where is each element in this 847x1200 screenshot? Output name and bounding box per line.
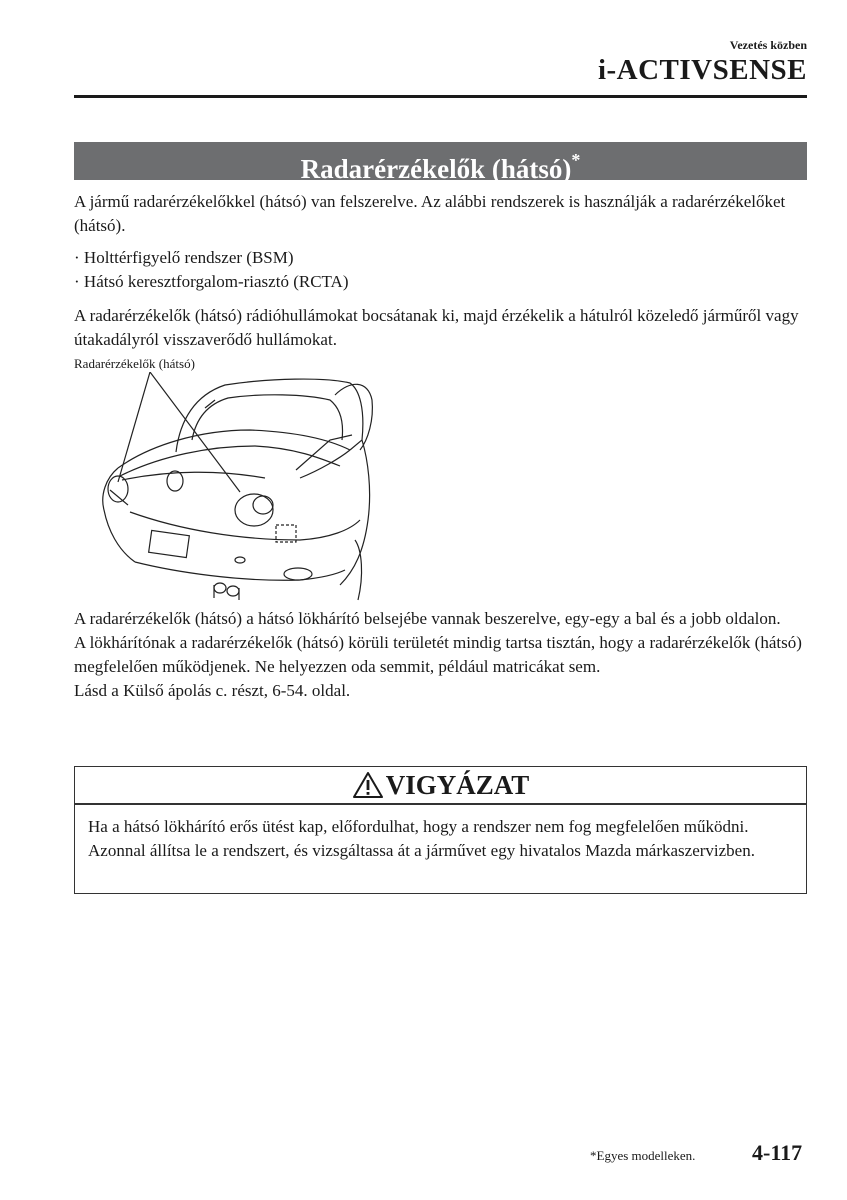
list-item: · Hátsó keresztforgalom-riasztó (RCTA) (74, 272, 349, 291)
title-asterisk: * (571, 150, 581, 170)
caution-divider (74, 803, 807, 805)
caution-heading-text: VIGYÁZAT (385, 770, 530, 800)
footnote: *Egyes modelleken. (590, 1148, 696, 1163)
page-number: 4-117 (752, 1140, 803, 1165)
page-title: Radarérzékelők (hátsó) (300, 154, 572, 184)
location-paragraph: A radarérzékelők (hátsó) a hátsó lökhárító belsejébe vannak beszerelve, egy-egy a bal és a jobb oldalon. (74, 609, 781, 628)
caution-text: Ha a hátsó lökhárító erős ütést kap, előfordulhat, hogy a rendszer nem fog megfelelően működni. Azonnal állítsa le a rendszert, és vizsgáltassa át a járművet egy hivatalos Mazda márkaszervizben. (88, 817, 755, 860)
header-rule (74, 95, 807, 98)
reference-paragraph: Lásd a Külső ápolás c. részt, 6-54. oldal. (74, 681, 351, 700)
cleaning-paragraph: A lökhárítónak a radarérzékelők (hátsó) körüli területét mindig tartsa tisztán, hogy a radarérzékelők (hátsó) megfelelően működjenek. Ne helyezzen oda semmit, például matricákat sem. (74, 633, 802, 676)
chapter-title: i-ACTIVSENSE (597, 54, 807, 86)
section-header: Vezetés közben (729, 38, 807, 52)
caution-heading (74, 767, 807, 803)
radar-description-paragraph: A radarérzékelők (hátsó) rádióhullámokat bocsátanak ki, majd érzékelik a hátulról közeledő járműről vagy útakadályról visszaverődő hullámokat. (74, 306, 799, 349)
sensor-location-text (74, 607, 809, 703)
intro-paragraph: A jármű radarérzékelőkkel (hátsó) van felszerelve. Az alábbi rendszerek is használják a radarérzékelőket (hátsó). (74, 192, 786, 235)
warning-triangle-icon (352, 771, 384, 799)
car-rear-illustration (98, 372, 388, 602)
list-item: · Holttérfigyelő rendszer (BSM) (74, 248, 294, 267)
page-title-bar (74, 142, 807, 184)
systems-list (74, 246, 809, 294)
figure-label: Radarérzékelők (hátsó) (74, 356, 195, 371)
